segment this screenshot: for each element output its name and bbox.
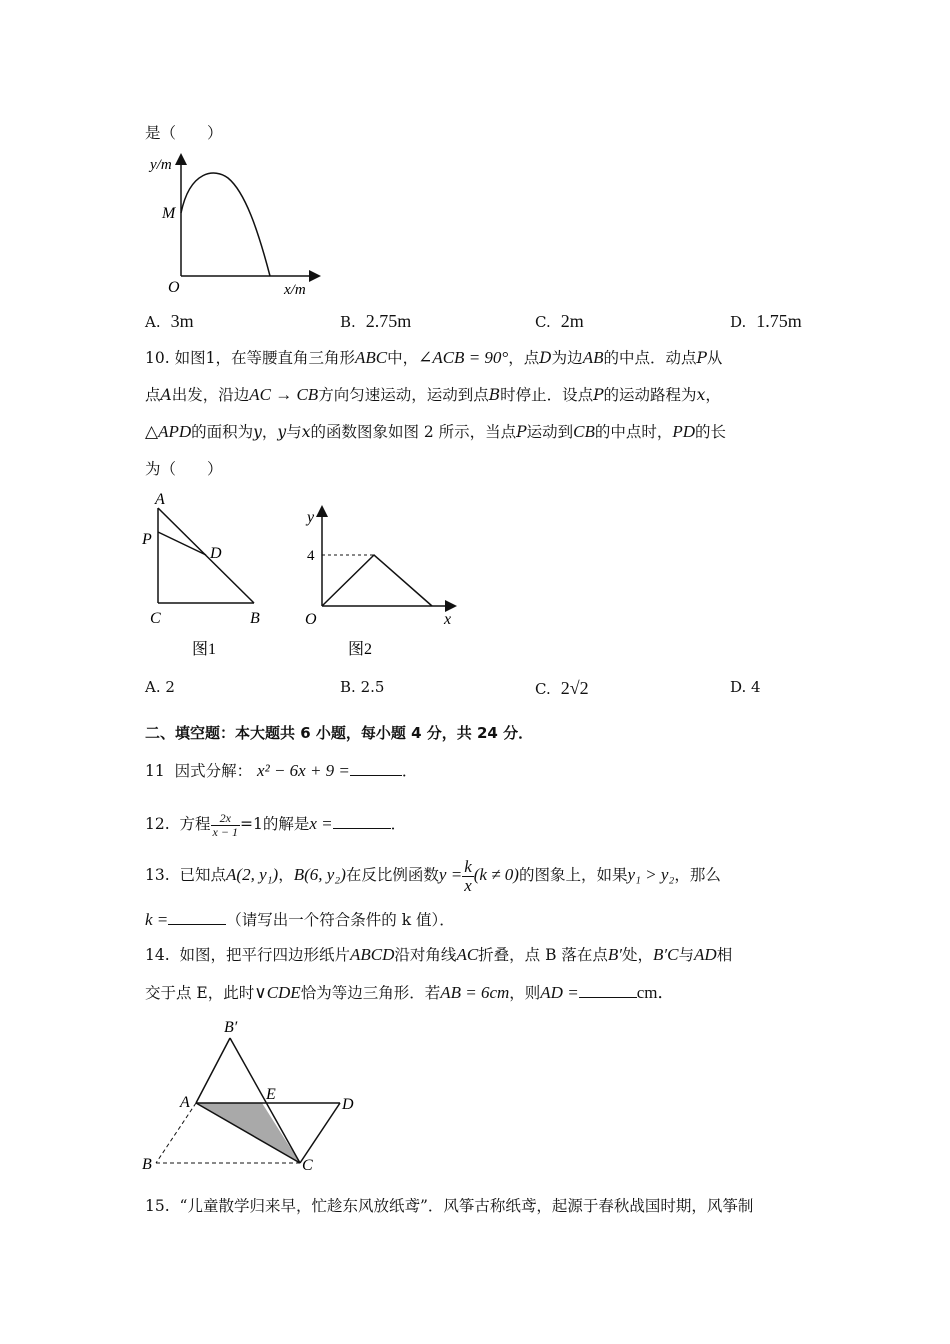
q14-dashed-ab <box>156 1103 196 1163</box>
q14-label-e: E <box>266 1086 276 1103</box>
q9-option-b[interactable] <box>340 311 411 332</box>
q10-option-a[interactable] <box>145 678 175 696</box>
q14-answer-blank[interactable] <box>579 983 637 998</box>
q10-figure-1 <box>138 488 278 663</box>
q10-option-d[interactable] <box>730 678 761 696</box>
section-2-heading: 二、填空题：本大题共 6 小题，每小题 4 分，共 24 分． <box>145 724 534 742</box>
q13-line-1: 13. 已知点A(2, y₁)，B(6, y₂)在反比例函数y = $\frac{k}{x}$ (k ≠ 0)的图象上，如果y₁ > y₂，那么 <box>145 856 721 895</box>
fig2-label-x: x <box>444 611 452 628</box>
fig2-caption: 图2 <box>348 641 373 658</box>
q14-line-1: 14. 如图，把平行四边形纸片ABCD沿对角线AC折叠，点 B 落在点B′处，B′C与AD相 <box>145 945 733 964</box>
q10-figure-2 <box>298 502 468 662</box>
fig1-segment-pd <box>158 532 206 555</box>
option-letter: C. <box>535 680 551 698</box>
q14-label-a: A <box>180 1094 190 1111</box>
fig1-label-b: B <box>250 610 260 627</box>
q13-line-2: k = （请写出一个符合条件的 k 值）． <box>145 910 455 929</box>
q14-edge-b-prime-c <box>230 1038 300 1163</box>
q14-label-c: C <box>302 1157 313 1174</box>
fig2-label-o: O <box>305 611 317 628</box>
option-letter: D. <box>730 678 747 696</box>
option-letter: C. <box>535 313 551 331</box>
q10-line-1: 10. 如图1，在等腰直角三角形ABC中，∠ACB = 90°，点D为边AB的中点．动点P从 <box>145 348 723 367</box>
q9-parabola-graph <box>140 150 330 300</box>
fig2-label-y: y <box>307 509 315 526</box>
fig1-label-d: D <box>210 545 222 562</box>
option-value: 1.75m <box>756 311 802 331</box>
option-value: 4 <box>751 678 761 696</box>
q9-parabola-curve <box>181 173 270 276</box>
q9-option-c[interactable] <box>535 311 584 332</box>
q9-point-m-label: M <box>162 205 176 222</box>
option-letter: B. <box>340 313 356 331</box>
q10-line-4: 为（ ） <box>145 460 223 478</box>
option-letter: A. <box>145 678 161 696</box>
q9-y-label: y/m <box>150 157 172 173</box>
q10-option-b[interactable] <box>340 678 384 696</box>
q10-line-2: 点A出发，沿边AC → CB方向匀速运动，运动到点B时停止．设点P的运动路程为x， <box>145 385 721 404</box>
option-value: 2.75m <box>365 311 412 331</box>
q14-label-d: D <box>342 1096 354 1113</box>
q9-origin-label: O <box>168 279 180 296</box>
q9-option-a[interactable] <box>145 311 194 332</box>
q9-option-d[interactable] <box>730 311 802 332</box>
fig2-function-graph <box>322 555 432 606</box>
q12-line: 12. 方程 $\frac{2x}{x - 1}$ =1的解是x = ． <box>145 810 407 839</box>
fig2-tick-4: 4 <box>307 548 315 564</box>
option-letter: D. <box>730 313 747 331</box>
q9-stem-tail: 是（ ） <box>145 124 223 142</box>
fig1-label-a: A <box>155 491 165 508</box>
q14-parallelogram-figure <box>138 1015 368 1180</box>
q11-line: 11 因式分解： x² − 6x + 9 = ． <box>145 761 418 780</box>
option-value: 3m <box>170 311 194 331</box>
q11-answer-blank[interactable] <box>350 761 402 776</box>
q14-label-b-prime: B′ <box>224 1019 238 1036</box>
fig1-side-ab <box>158 508 254 603</box>
fig1-label-p: P <box>142 531 152 548</box>
fig1-label-c: C <box>150 610 161 627</box>
q15-line: 15. “儿童散学归来早，忙趁东风放纸鸢”．风筝古称纸鸢，起源于春秋战国时期，风筝制 <box>145 1197 754 1215</box>
q13-answer-blank[interactable] <box>168 910 226 925</box>
q12-answer-blank[interactable] <box>333 814 391 829</box>
option-value: 2.5 <box>360 678 385 696</box>
q14-edge-dc <box>300 1103 340 1163</box>
option-value: 2 <box>165 678 175 696</box>
q9-x-label: x/m <box>284 282 306 298</box>
option-letter: A. <box>145 313 161 331</box>
option-letter: B. <box>340 678 356 696</box>
option-value: 2m <box>560 311 584 331</box>
q10-line-3: △APD的面积为y，y与x的函数图象如图 2 所示，当点P运动到CB的中点时，PD的长 <box>145 422 727 441</box>
fig1-caption: 图1 <box>192 641 217 658</box>
option-value: 2√2 <box>560 678 589 698</box>
q14-edge-ab-prime <box>196 1038 230 1103</box>
q14-label-b: B <box>142 1156 152 1173</box>
q10-option-c[interactable] <box>535 678 589 699</box>
q14-line-2: 交于点 E，此时∨CDE恰为等边三角形．若AB = 6cm，则AD = cm． <box>145 983 675 1002</box>
